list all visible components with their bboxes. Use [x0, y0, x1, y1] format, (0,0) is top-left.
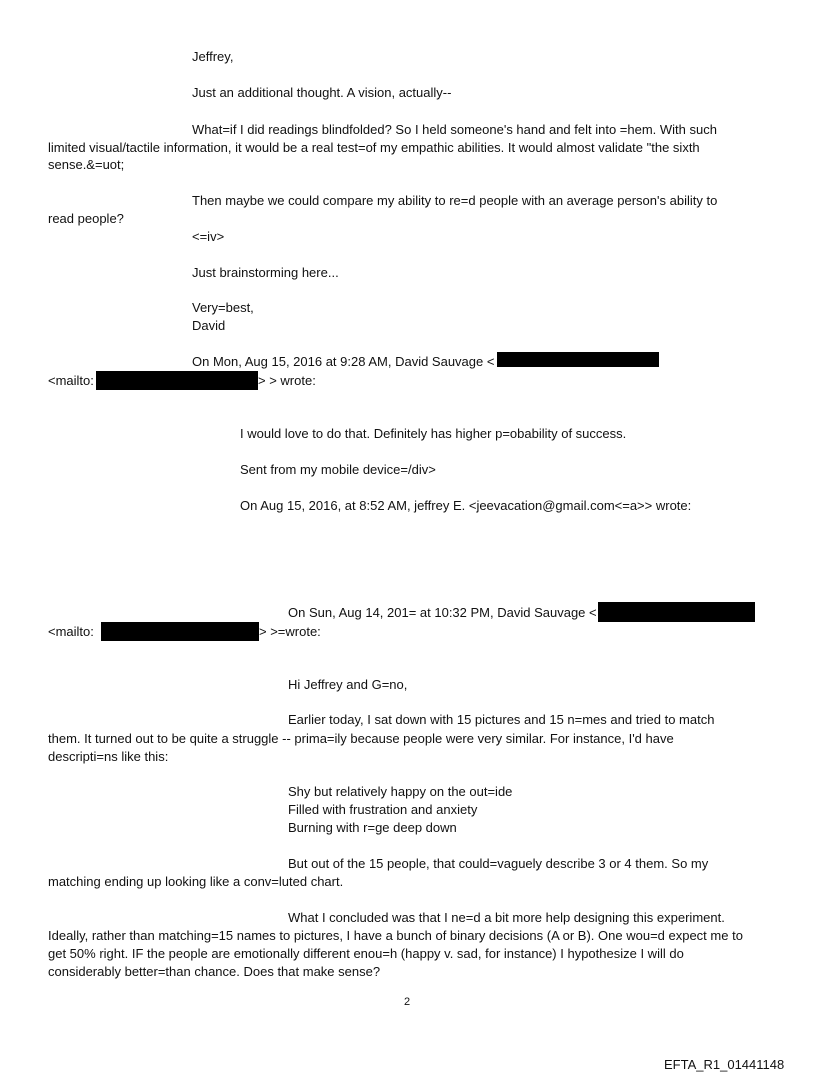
description-1: Shy but relatively happy on the out=ide — [288, 784, 513, 799]
document-id: EFTA_R1_01441148 — [664, 1057, 785, 1072]
greeting: Jeffrey, — [192, 49, 234, 64]
redaction-bar — [497, 352, 659, 367]
brainstorm-line: Just brainstorming here... — [192, 265, 339, 280]
reply1-line: I would love to do that. Definitely has higher p=obability of success. — [240, 426, 627, 441]
reply1-sent: Sent from my mobile device=/div> — [240, 462, 436, 477]
hi-line: Hi Jeffrey and G=no, — [288, 677, 408, 692]
quote1-header-line1: On Mon, Aug 15, 2016 at 9:28 AM, David Sauvage < — [192, 354, 495, 369]
page-number: 2 — [404, 996, 411, 1008]
para4-line2: matching ending up looking like a conv=luted chart. — [48, 874, 344, 889]
para1-line2: limited visual/tactile information, it would be a real test=of my empathic abilities. It would almost validate "the sixth — [48, 140, 700, 155]
quote3-header-line1: On Sun, Aug 14, 201= at 10:32 PM, David Sauvage < — [288, 605, 597, 620]
signoff: Very=best, — [192, 300, 254, 315]
signature: David — [192, 318, 226, 333]
para5-line1: What I concluded was that I ne=d a bit more help designing this experiment. — [288, 910, 725, 925]
para1-line1: What=if I did readings blindfolded? So I held someone's hand and felt into =hem. With such — [192, 122, 717, 137]
para5-line2: Ideally, rather than matching=15 names to pictures, I have a bunch of binary decisions (A or B). One wou=d expect me to — [48, 928, 743, 943]
quote3-wrote: > >=wrote: — [259, 624, 321, 639]
quote2-header: On Aug 15, 2016, at 8:52 AM, jeffrey E. <jeevacation@gmail.com<=a>> wrote: — [240, 498, 692, 513]
quote1-mailto: <mailto: — [48, 373, 94, 388]
redaction-bar — [598, 602, 755, 622]
para2-line1: Then maybe we could compare my ability to re=d people with an average person's ability to — [192, 193, 718, 208]
para2-line2: read people? — [48, 211, 124, 226]
quote3-mailto: <mailto: — [48, 624, 94, 639]
redaction-bar — [96, 371, 258, 390]
quote1-wrote: > > wrote: — [258, 373, 316, 388]
para3-line3: descripti=ns like this: — [48, 749, 169, 764]
thought-line: Just an additional thought. A vision, actually-- — [192, 85, 452, 100]
para4-line1: But out of the 15 people, that could=vaguely describe 3 or 4 them. So my — [288, 856, 709, 871]
description-3: Burning with r=ge deep down — [288, 820, 457, 835]
para3-line2: them. It turned out to be quite a struggle -- prima=ily because people were very similar. For instance, I'd have — [48, 731, 674, 746]
redaction-bar — [101, 622, 259, 641]
para3-line1: Earlier today, I sat down with 15 pictures and 15 n=mes and tried to match — [288, 712, 715, 727]
para5-line4: considerably better=than chance. Does that make sense? — [48, 964, 381, 979]
para1-line3: sense.&=uot; — [48, 157, 125, 172]
div-tag: <=iv> — [192, 229, 225, 244]
description-2: Filled with frustration and anxiety — [288, 802, 478, 817]
para5-line3: get 50% right. IF the people are emotionally different enou=h (happy v. sad, for instance) I hypothesize I will do — [48, 946, 684, 961]
